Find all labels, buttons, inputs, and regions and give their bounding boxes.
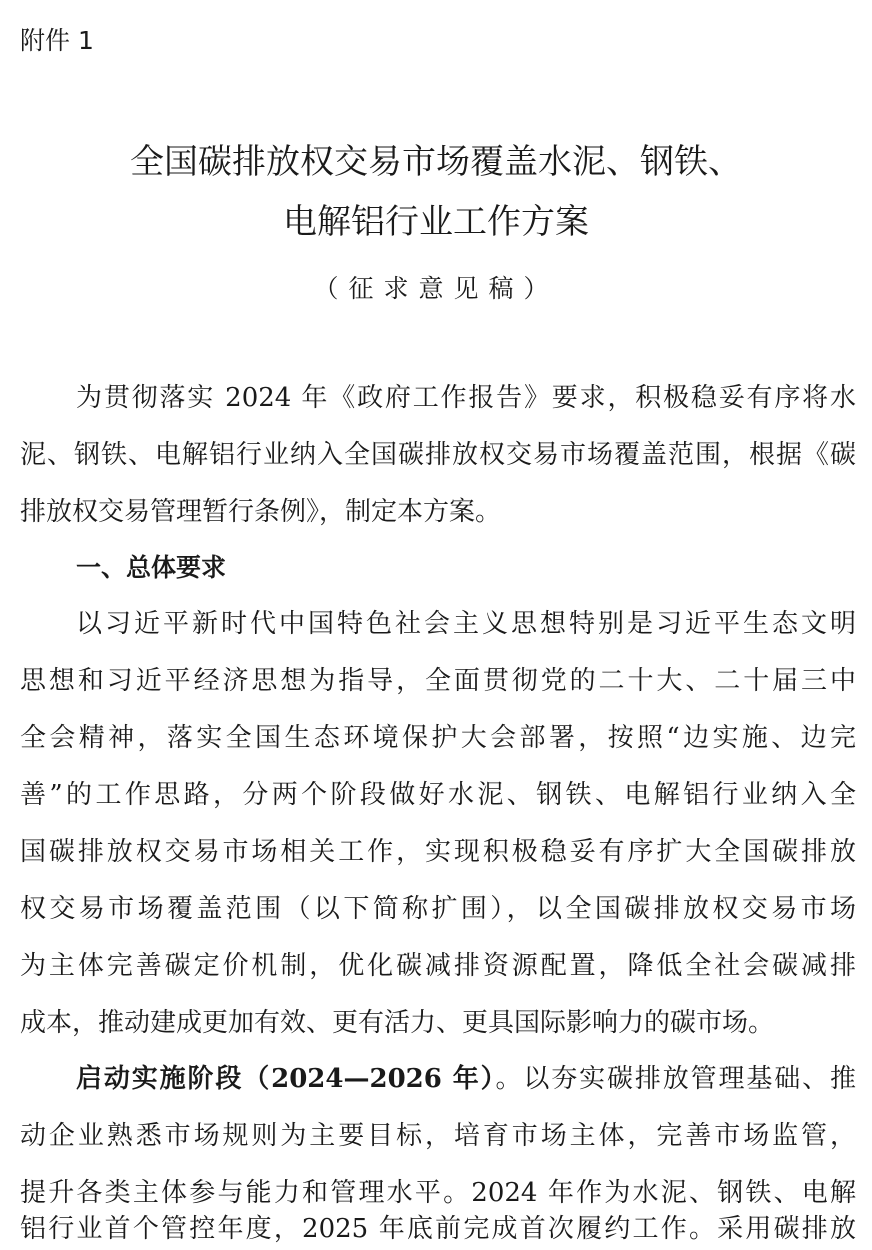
section1-line-6: 权交易市场覆盖范围（以下简称扩围），以全国碳排放权交易市场: [20, 894, 856, 924]
section1-line-8: 成本，推动建成更加有效、更有活力、更具国际影响力的碳市场。: [20, 1008, 775, 1038]
section1-line-3: 全会精神，落实全国生态环境保护大会部署，按照“边实施、边完: [20, 723, 856, 753]
phase1-line-1: [76, 1059, 856, 1099]
section1-line-1: 以习近平新时代中国特色社会主义思想特别是习近平生态文明: [76, 609, 856, 639]
phase1-bold-lead: 启动实施阶段（2024—2026 年）: [76, 1064, 496, 1094]
intro-line-1: 为贯彻落实 2024 年《政府工作报告》要求，积极稳妥有序将水: [76, 383, 856, 413]
phase1-line-2: 动企业熟悉市场规则为主要目标，培育市场主体，完善市场监管，: [20, 1121, 856, 1151]
phase1-line-4: 铝行业首个管控年度，2025 年底前完成首次履约工作。采用碳排放: [20, 1214, 856, 1244]
intro-line-2: 泥、钢铁、电解铝行业纳入全国碳排放权交易市场覆盖范围，根据《碳: [20, 440, 856, 470]
document-title-line-1: 全国碳排放权交易市场覆盖水泥、钢铁、: [130, 142, 742, 182]
phase1-line-1-rest: 。以夯实碳排放管理基础、推: [495, 1064, 856, 1094]
section-heading-general-requirements: 一、总体要求: [76, 553, 227, 582]
section1-line-7: 为主体完善碳定价机制，优化碳减排资源配置，降低全社会碳减排: [20, 951, 856, 981]
intro-line-3: 排放权交易管理暂行条例》，制定本方案。: [20, 497, 502, 527]
document-title-line-2: 电解铝行业工作方案: [283, 202, 589, 242]
draft-subtitle: （征求意见稿）: [313, 274, 559, 303]
phase1-line-3: 提升各类主体参与能力和管理水平。2024 年作为水泥、钢铁、电解: [20, 1178, 856, 1208]
attachment-label: 附件 1: [20, 26, 94, 55]
section1-line-4: 善”的工作思路，分两个阶段做好水泥、钢铁、电解铝行业纳入全: [20, 780, 856, 810]
section1-line-5: 国碳排放权交易市场相关工作，实现积极稳妥有序扩大全国碳排放: [20, 837, 856, 867]
section1-line-2: 思想和习近平经济思想为指导，全面贯彻党的二十大、二十届三中: [20, 666, 856, 696]
